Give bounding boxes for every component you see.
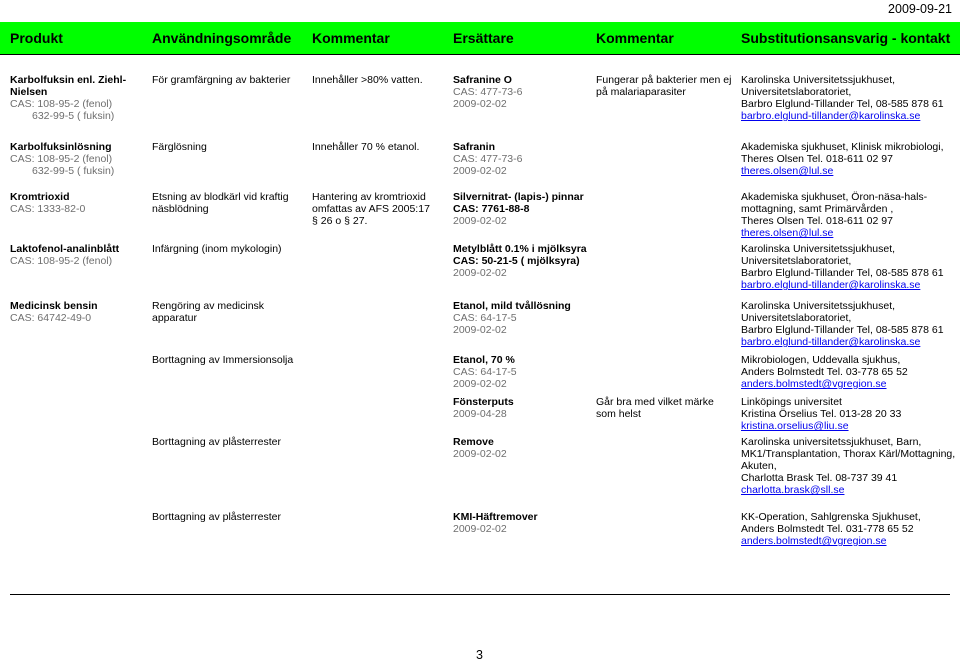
header-produkt: Produkt — [10, 30, 63, 46]
replacement-cas: CAS: 7761-88-8 — [453, 203, 530, 215]
replacement-cell — [453, 511, 593, 535]
replacement-name: Safranine O — [453, 74, 512, 86]
product-cas: CAS: 108-95-2 (fenol) — [10, 153, 113, 165]
contact-email-link[interactable]: barbro.elglund-tillander@karolinska.se — [741, 336, 921, 348]
usage-cell: Borttagning av plåsterrester — [152, 436, 281, 448]
contact-line: Karolinska universitetssjukhuset, Barn, — [741, 436, 922, 448]
usage-cell: Etsning av blodkärl vid kraftig näsblödning — [152, 191, 289, 215]
contact-line: Karolinska Universitetssjukhuset, — [741, 300, 896, 312]
contact-line: Universitetslaboratoriet, — [741, 255, 852, 267]
replacement-date: 2009-02-02 — [453, 448, 507, 460]
contact-cell — [741, 74, 960, 122]
usage-cell: Borttagning av Immersionsolja — [152, 354, 294, 366]
product-cell — [10, 191, 145, 215]
footer-divider — [10, 594, 950, 595]
header-anvandningsomrade: Användningsområde — [152, 30, 292, 46]
replacement-name: Remove — [453, 436, 494, 448]
product-name: Karbolfuksinlösning — [10, 141, 112, 153]
product-cell — [10, 141, 145, 177]
replacement-cell — [453, 191, 593, 227]
contact-cell — [741, 396, 960, 432]
contact-cell — [741, 191, 960, 239]
replacement-name: KMI-Häftremover — [453, 511, 538, 523]
contact-cell — [741, 243, 960, 291]
replacement-date: 2009-02-02 — [453, 267, 507, 279]
contact-line: Universitetslaboratoriet, — [741, 86, 852, 98]
contact-email-link[interactable]: anders.bolmstedt@vgregion.se — [741, 378, 887, 390]
contact-line: MK1/Transplantation, Thorax Kärl/Mottagning, — [741, 448, 956, 460]
replacement-cas: CAS: 50-21-5 ( mjölksyra) — [453, 255, 580, 267]
replacement-date: 2009-02-02 — [453, 98, 507, 110]
contact-email-link[interactable]: kristina.orselius@liu.se — [741, 420, 849, 432]
contact-line: Karolinska Universitetssjukhuset, — [741, 74, 896, 86]
product-cell — [10, 74, 145, 122]
usage-cell: Infärgning (inom mykologin) — [152, 243, 282, 255]
document-date: 2009-09-21 — [888, 2, 952, 16]
product-cas-2: 632-99-5 ( fuksin) — [32, 165, 115, 177]
contact-line: Mikrobiologen, Uddevalla sjukhus, — [741, 354, 901, 366]
replacement-date: 2009-02-02 — [453, 165, 507, 177]
replacement-cas: CAS: 477-73-6 — [453, 86, 523, 98]
replacement-date: 2009-02-02 — [453, 378, 507, 390]
contact-line: Theres Olsen Tel. 018-611 02 97 — [741, 215, 893, 227]
contact-line: Anders Bolmstedt Tel. 031-778 65 52 — [741, 523, 914, 535]
replacement-cell — [453, 300, 593, 336]
contact-cell — [741, 141, 960, 177]
contact-line: Anders Bolmstedt Tel. 03-778 65 52 — [741, 366, 908, 378]
contact-email-link[interactable]: barbro.elglund-tillander@karolinska.se — [741, 279, 921, 291]
replacement-name: Etanol, mild tvållösning — [453, 300, 571, 312]
header-ersattare: Ersättare — [453, 30, 514, 46]
replacement-name: Safranin — [453, 141, 496, 153]
contact-line: Karolinska Universitetssjukhuset, — [741, 243, 896, 255]
product-cas-2: 632-99-5 ( fuksin) — [32, 110, 115, 122]
replacement-comment-cell: Fungerar på bakterier men ej på malariaparasiter — [596, 74, 732, 98]
replacement-name: Silvernitrat- (lapis-) pinnar — [453, 191, 584, 203]
contact-email-link[interactable]: anders.bolmstedt@vgregion.se — [741, 535, 887, 547]
replacement-cell — [453, 74, 593, 110]
contact-line: KK-Operation, Sahlgrenska Sjukhuset, — [741, 511, 921, 523]
replacement-cell — [453, 243, 593, 279]
comment-cell: Innehåller >80% vatten. — [312, 74, 423, 86]
replacement-cell — [453, 141, 593, 177]
product-name: Kromtrioxid — [10, 191, 70, 203]
contact-line: Akademiska sjukhuset, Klinisk mikrobiologi, — [741, 141, 944, 153]
contact-line: Akademiska sjukhuset, Öron-näsa-hals-mottagning, samt Primärvården , — [741, 191, 928, 215]
contact-line: Barbro Elglund-Tillander Tel, 08-585 878 61 — [741, 324, 944, 336]
replacement-cell — [453, 396, 593, 420]
product-cas: CAS: 64742-49-0 — [10, 312, 92, 324]
contact-email-link[interactable]: theres.olsen@lul.se — [741, 227, 834, 239]
product-cell — [10, 243, 145, 267]
contact-line: Universitetslaboratoriet, — [741, 312, 852, 324]
contact-line: Kristina Örselius Tel. 013-28 20 33 — [741, 408, 902, 420]
product-name: Karbolfuksin enl. Ziehl-Nielsen — [10, 74, 127, 98]
replacement-date: 2009-02-02 — [453, 324, 507, 336]
usage-cell: Färglösning — [152, 141, 207, 153]
contact-cell — [741, 511, 960, 547]
replacement-cell — [453, 436, 593, 460]
product-name: Medicinsk bensin — [10, 300, 98, 312]
replacement-name: Metylblått 0.1% i mjölksyra — [453, 243, 587, 255]
contact-cell — [741, 300, 960, 348]
contact-line: Akuten, — [741, 460, 777, 472]
contact-cell — [741, 354, 960, 390]
contact-line: Barbro Elglund-Tillander Tel, 08-585 878 61 — [741, 98, 944, 110]
contact-line: Linköpings universitet — [741, 396, 842, 408]
replacement-cas: CAS: 477-73-6 — [453, 153, 523, 165]
replacement-cas: CAS: 64-17-5 — [453, 312, 517, 324]
replacement-name: Fönsterputs — [453, 396, 514, 408]
contact-line: Barbro Elglund-Tillander Tel, 08-585 878 61 — [741, 267, 944, 279]
usage-cell: Borttagning av plåsterrester — [152, 511, 281, 523]
replacement-date: 2009-02-02 — [453, 523, 507, 535]
replacement-name: Etanol, 70 % — [453, 354, 515, 366]
contact-line: Charlotta Brask Tel. 08-737 39 41 — [741, 472, 898, 484]
comment-cell: Hantering av kromtrioxid omfattas av AFS 2005:17 § 26 o § 27. — [312, 191, 430, 227]
replacement-comment-cell: Går bra med vilket märke som helst — [596, 396, 714, 420]
usage-cell: Rengöring av medicinsk apparatur — [152, 300, 265, 324]
product-name: Laktofenol-analinblått — [10, 243, 120, 255]
table-header — [0, 22, 960, 55]
product-cell — [10, 300, 145, 324]
header-substitutionsansvarig: Substitutionsansvarig - kontakt — [741, 30, 951, 46]
product-cas: CAS: 1333-82-0 — [10, 203, 86, 215]
contact-email-link[interactable]: barbro.elglund-tillander@karolinska.se — [741, 110, 921, 122]
header-kommentar-2: Kommentar — [596, 30, 674, 46]
contact-email-link[interactable]: theres.olsen@lul.se — [741, 165, 834, 177]
comment-cell: Innehåller 70 % etanol. — [312, 141, 420, 153]
replacement-cell — [453, 354, 593, 390]
page-number: 3 — [476, 648, 483, 661]
product-cas: CAS: 108-95-2 (fenol) — [10, 255, 113, 267]
usage-cell: För gramfärgning av bakterier — [152, 74, 291, 86]
replacement-cas: CAS: 64-17-5 — [453, 366, 517, 378]
contact-cell — [741, 436, 960, 496]
replacement-date: 2009-04-28 — [453, 408, 507, 420]
product-cas: CAS: 108-95-2 (fenol) — [10, 98, 113, 110]
contact-email-link[interactable]: charlotta.brask@sll.se — [741, 484, 845, 496]
replacement-date: 2009-02-02 — [453, 215, 507, 227]
contact-line: Theres Olsen Tel. 018-611 02 97 — [741, 153, 893, 165]
header-kommentar: Kommentar — [312, 30, 390, 46]
